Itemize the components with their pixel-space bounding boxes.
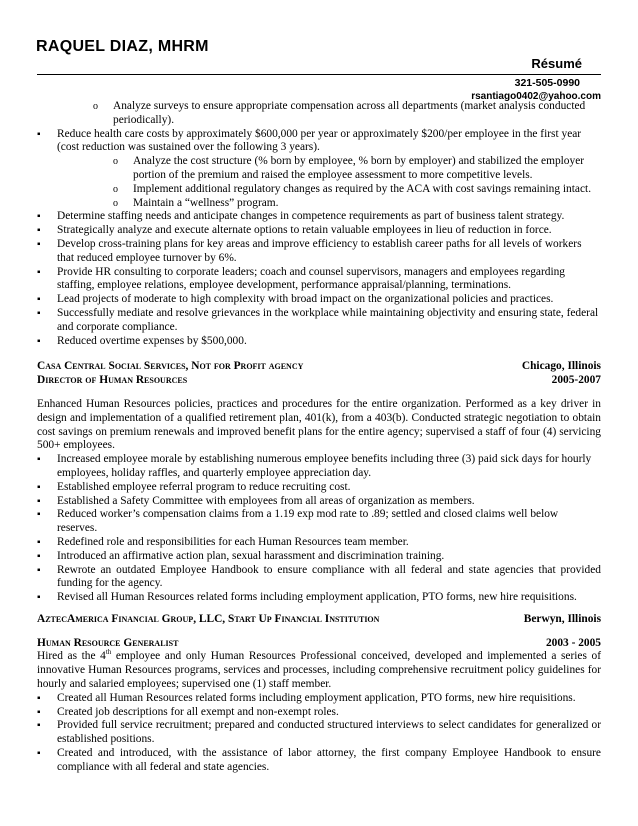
job-title: Human Resource Generalist: [37, 636, 179, 649]
job-title-row: [37, 374, 601, 388]
bullet-list: [37, 128, 601, 349]
header-rule: [37, 74, 601, 75]
sub-list-item: o Analyze the cost structure (% born by employee, % born by employer) and stabilized the employer portion of the premium and raised the employee assessment to more competitive levels.: [57, 155, 601, 183]
ordinal-suffix: th: [105, 648, 112, 657]
resume-body: [37, 100, 601, 775]
bullet-item: ▪ Created and introduced, with the assistance of labor attorney, the first company Employee Handbook to ensure compliance with all federal and state agencies.: [37, 747, 601, 775]
bullet-item: ▪ Reduced overtime expenses by $500,000.: [37, 335, 601, 349]
company-name: Casa Central Social Services, Not for Profit agency: [37, 360, 304, 373]
candidate-name: RAQUEL DIAZ, MHRM: [36, 38, 209, 55]
bullet-item: ▪ Established a Safety Committee with employees from all areas of organization as members.: [37, 495, 601, 509]
job-location: Chicago, Illinois: [521, 360, 601, 373]
bullet-item: ▪ Strategically analyze and execute alternate options to retain valuable employees in lieu of reduction in force.: [37, 224, 601, 238]
bullet-item: ▪ Lead projects of moderate to high complexity with broad impact on the organizational policies and practices.: [37, 293, 601, 307]
job-header: [37, 613, 601, 627]
sub-list-item: o Maintain a “wellness” program.: [57, 197, 601, 211]
phone-number: 321-505-0990: [514, 77, 580, 89]
sub-list: [57, 155, 601, 210]
document-title: Résumé: [531, 56, 582, 71]
sub-list-item: o Analyze surveys to ensure appropriate compensation across all departments (market analysis conducted periodically).: [37, 100, 601, 128]
job-dates: 2005-2007: [551, 374, 601, 387]
bullet-item: ▪ Introduced an affirmative action plan, sexual harassment and discrimination training.: [37, 550, 601, 564]
bullet-item: ▪ Created all Human Resources related forms including employment application, PTO forms, new hire requisitions.: [37, 692, 601, 706]
job-dates: 2003 - 2005: [545, 636, 601, 649]
job-summary: Enhanced Human Resources policies, practices and procedures for the entire organization. Performed as a key driver in design and implementation of a qualified retirement plan, 401(k), from a 403(b). Conducted strategic negotiation to obtain cost savings on premium renewals and improved benefit plans for the entire agency; supervised a staff of four (4) servicing 500+ employees.: [37, 397, 601, 452]
bullet-item: ▪ Created job descriptions for all exempt and non-exempt roles.: [37, 706, 601, 720]
job-header: [37, 360, 601, 374]
bullet-item: ▪ Provided full service recruitment; prepared and conducted structured interviews to select candidates for generalized or established positions.: [37, 719, 601, 747]
bullet-list: [37, 453, 601, 605]
bullet-item: ▪ Redefined role and responsibilities for each Human Resources team member.: [37, 536, 601, 550]
bullet-item: ▪ Revised all Human Resources related forms including employment application, PTO forms, new hire requisitions.: [37, 591, 601, 605]
bullet-item: ▪ Provide HR consulting to corporate leaders; coach and counsel supervisors, managers and employees regarding staffing, employee relations, employee development, performance appraisal/planning, terminations.: [37, 266, 601, 294]
job-summary-part: Hired as the 4: [37, 650, 106, 663]
job-location: Berwyn, Illinois: [523, 612, 601, 625]
bullet-list: [37, 692, 601, 775]
sub-list-item: o Implement additional regulatory changes as required by the ACA with cost savings remaining intact.: [57, 183, 601, 197]
bullet-item: ▪ Established employee referral program to reduce recruiting cost.: [37, 481, 601, 495]
company-name: AztecAmerica Financial Group, LLC, Start Up Financial Institution: [37, 612, 380, 625]
bullet-item: ▪ Develop cross-training plans for key areas and improve efficiency to establish career paths for all levels of workers that reduced employee turnover by 6%.: [37, 238, 601, 266]
bullet-item: ▪ Increased employee morale by establishing numerous employee benefits including three (3) paid sick days for hourly employees, holiday raffles, and quarterly employee appreciation day.: [37, 453, 601, 481]
sub-list: [37, 100, 601, 128]
job-title: Director of Human Resources: [37, 374, 188, 387]
bullet-item: [37, 128, 601, 211]
bullet-text: Reduce health care costs by approximately $600,000 per year or approximately $200/per employee in the first year (cost reduction was sustained over the following 3 years).: [57, 127, 582, 154]
job-summary: [37, 650, 601, 691]
job-summary-part: employee and only Human Resources Professional conceived, developed and implemented a series of innovative Human Resources programs, services and processes, including comprehensive recruitment policy guidelines for hourly and salaried employees; supervised one (1) staff member.: [37, 650, 602, 691]
bullet-item: ▪ Reduced worker’s compensation claims from a 1.19 exp mod rate to .89; settled and closed claims well below reserves.: [37, 508, 601, 536]
bullet-item: ▪ Determine staffing needs and anticipate changes in competence requirements as part of business talent strategy.: [37, 210, 601, 224]
job-title-row: [37, 637, 601, 651]
email-address: rsantiago0402@yahoo.com: [471, 91, 601, 102]
bullet-item: ▪ Rewrote an outdated Employee Handbook to ensure compliance with all federal and state agencies that provided funding for the agency.: [37, 564, 601, 592]
bullet-item: ▪ Successfully mediate and resolve grievances in the workplace while maintaining objectivity and ensuring state, federal and corporate compliance.: [37, 307, 601, 335]
